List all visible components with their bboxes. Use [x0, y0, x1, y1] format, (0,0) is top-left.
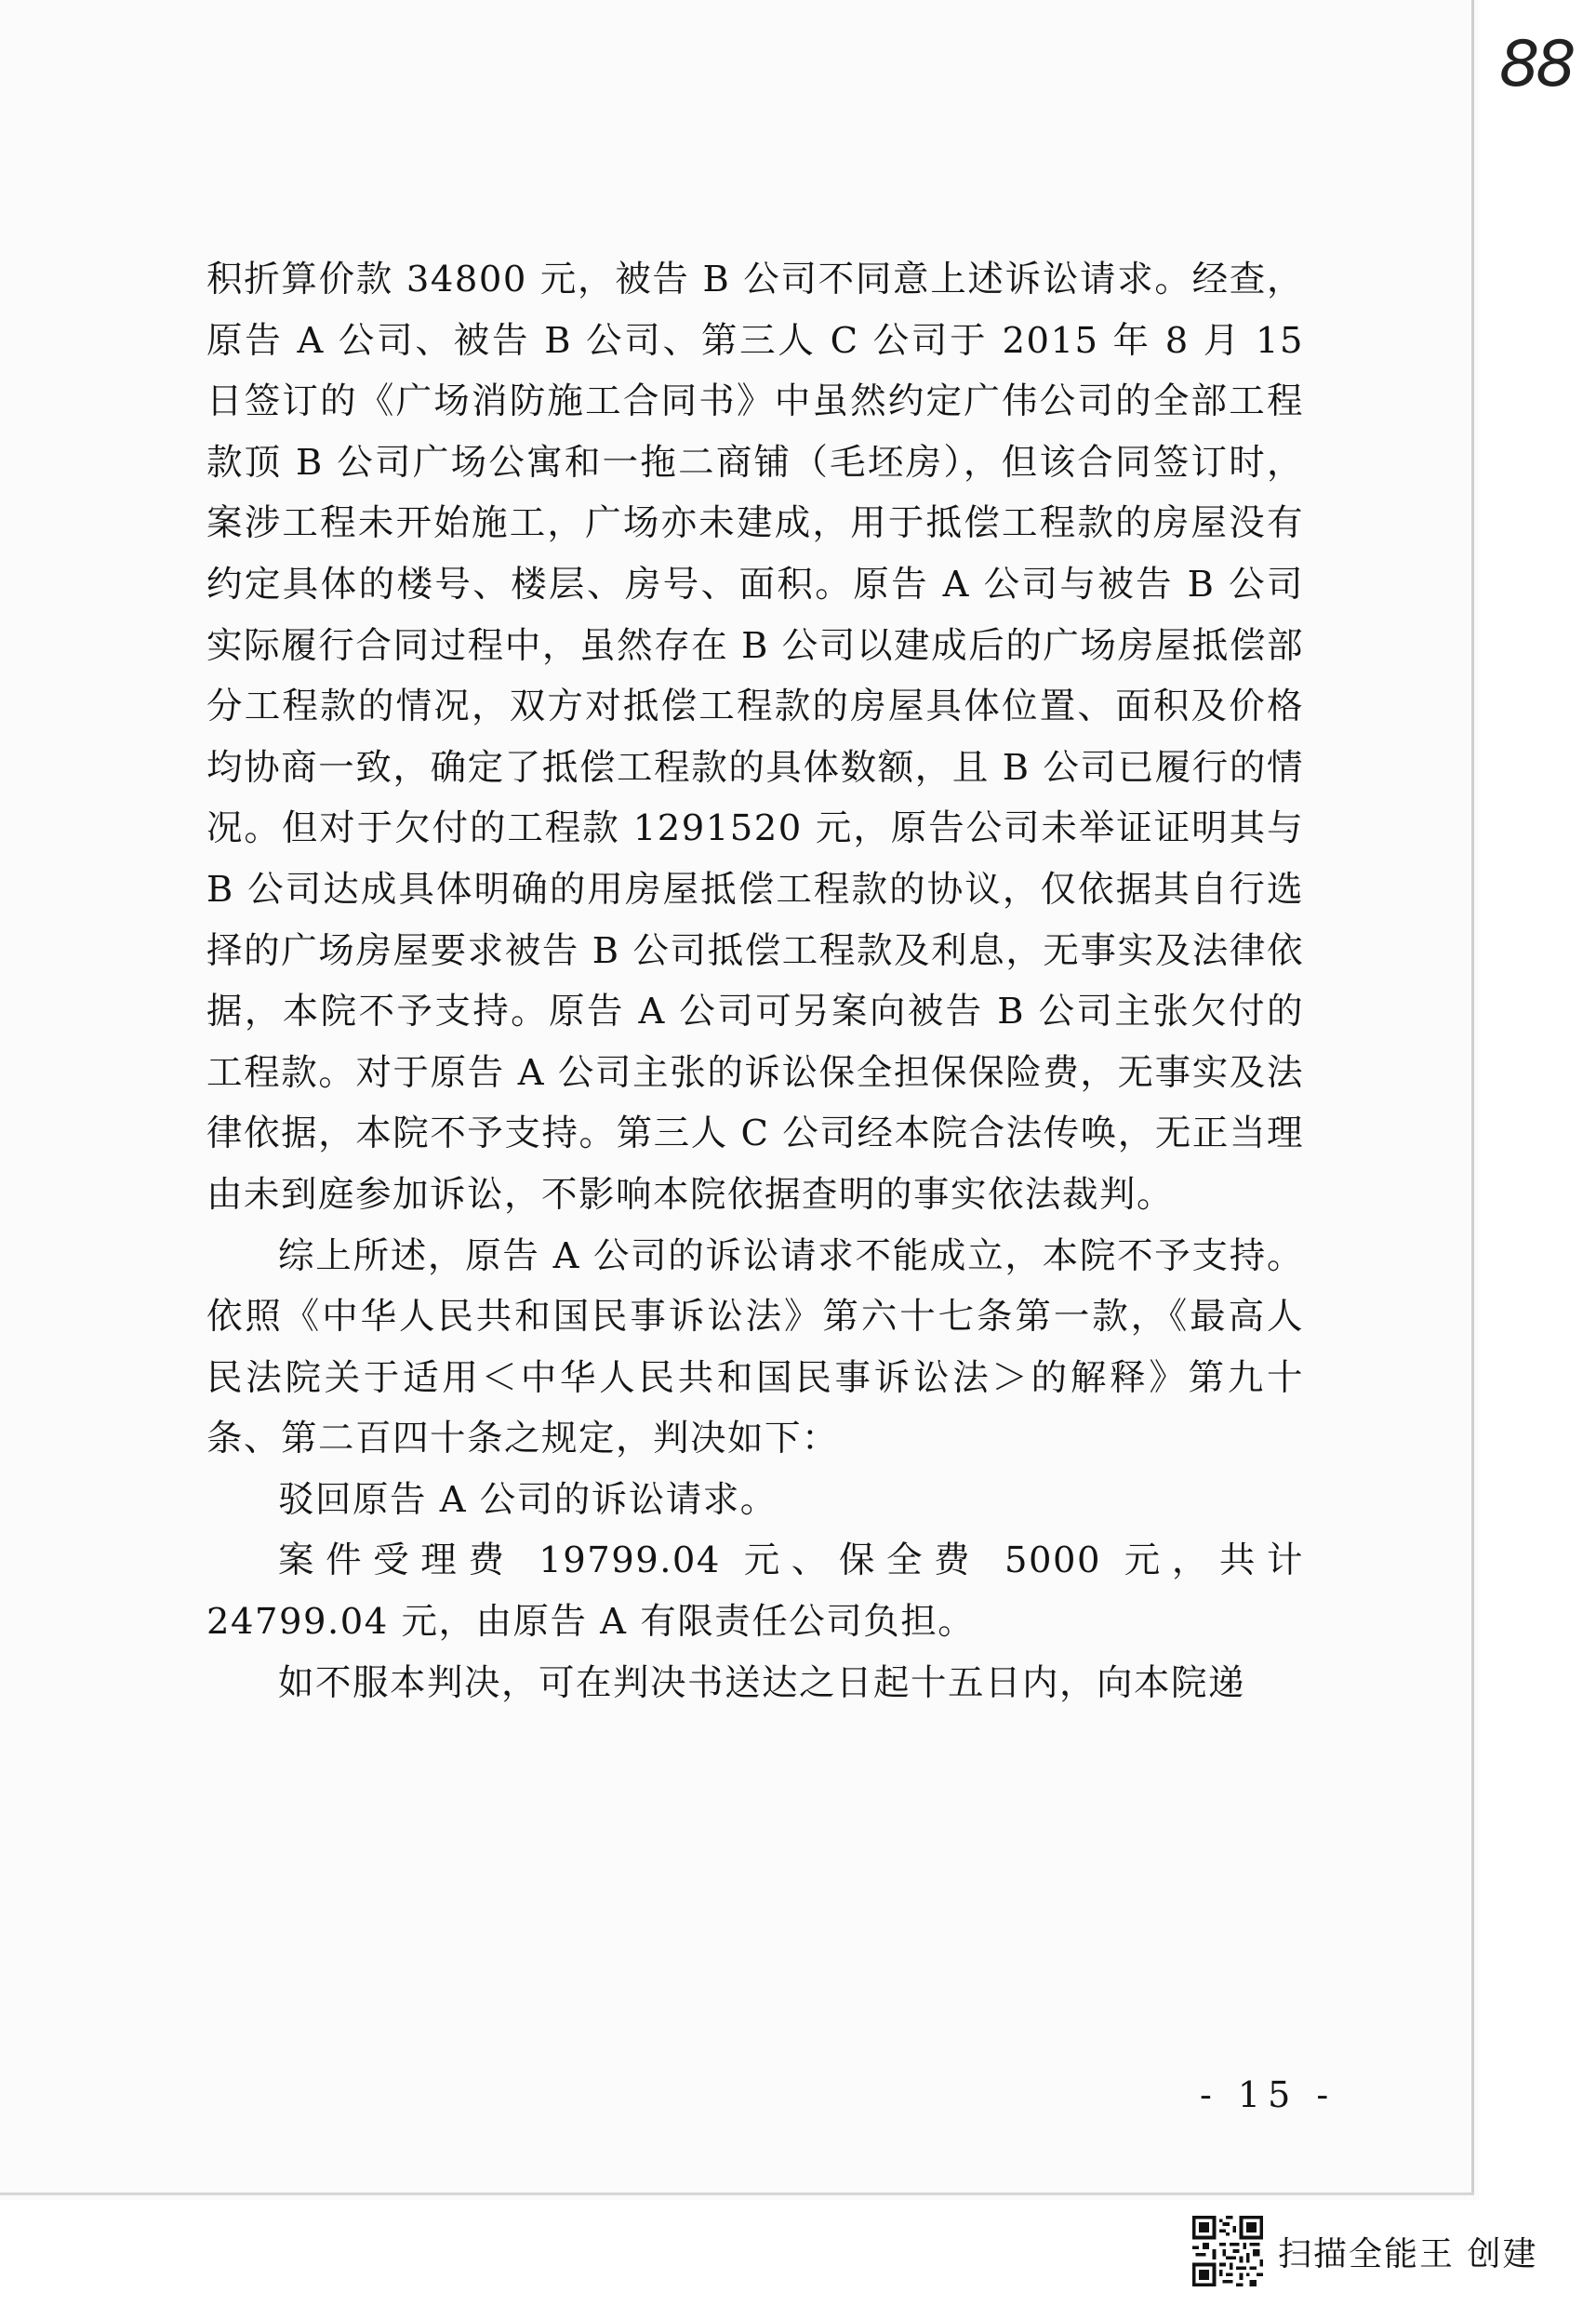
scanner-app-label: 扫描全能王 创建 [1278, 2234, 1538, 2273]
paragraph-appeal: 如不服本判决，可在判决书送达之日起十五日内，向本院递 [278, 1661, 1246, 1704]
handwritten-page-mark: 88 [1499, 28, 1573, 101]
paragraph-ruling: 驳回原告 A 公司的诉讼请求。 [278, 1478, 778, 1521]
qr-code-icon [1192, 2216, 1263, 2286]
paragraph-findings: 积折算价款 34800 元，被告 B 公司不同意上述诉讼请求。经查，原告 A 公司、被告 B 公司、第三人 C 公司于 2015 年 8 月 15 日签订的《广场消防施工合同书》中虽然约定广伟公司的全部工程款顶 B 公司广场公寓和一拖二商铺（毛坯房），但该合同签订时，案涉工程未开始施工，广场亦未建成，用于抵偿工程款的房屋没有约定具体的楼号、楼层、房号、面积。原告 A 公司与被告 B 公司实际履行合同过程中，虽然存在 B 公司以建成后的广场房屋抵偿部分工程款的情况，双方对抵偿工程款的房屋具体位置、面积及价格均协商一致，确定了抵偿工程款的具体数额，且 B 公司已履行的情况。但对于欠付的工程款 1291520 元，原告公司未举证证明其与 B 公司达成具体明确的用房屋抵偿工程款的协议，仅依据其自行选择的广场房屋要求被告 B 公司抵偿工程款及利息，无事实及法律依据，本院不予支持。原告 A 公司可另案向被告 B 公司主张欠付的工程款。对于原告 A 公司主张的诉讼保全担保保险费，无事实及法律依据，本院不予支持。第三人 C 公司经本院合法传唤，无正当理由未到庭参加诉讼，不影响本院依据查明的事实依法裁判。 [206, 259, 1304, 1216]
page-edge-bottom [0, 2192, 1474, 2195]
paragraph-costs: 案件受理费 19799.04 元、保全费 5000 元，共计 24799.04 元，由原告 A 有限责任公司负担。 [206, 1539, 1304, 1644]
paragraph-conclusion: 综上所述，原告 A 公司的诉讼请求不能成立，本院不予支持。依照《中华人民共和国民事诉讼法》第六十七条第一款，《最高人民法院关于适用＜中华人民共和国民事诉讼法＞的解释》第九十条、第二百四十条之规定，判决如下： [206, 1234, 1304, 1460]
page-edge-right [1471, 0, 1474, 2195]
page-number: - 15 - [1200, 2074, 1337, 2115]
judgment-body [206, 249, 1304, 1713]
scanner-footer [1192, 2214, 1537, 2288]
